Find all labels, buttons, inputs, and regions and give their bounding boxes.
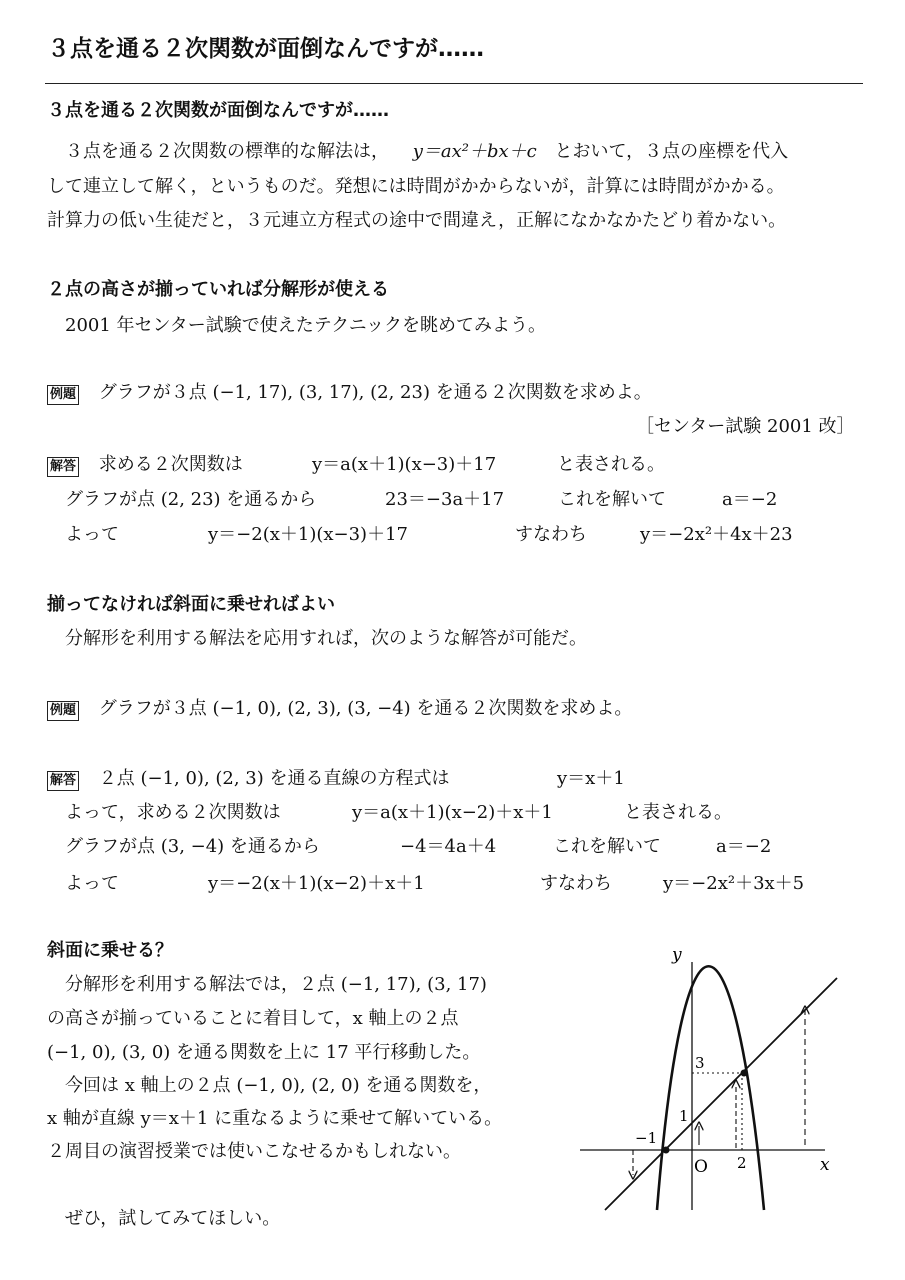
section4-line6: ２周目の演習授業では使いこなせるかもしれない。 [47, 1141, 461, 1162]
answer2-line4: よって [65, 873, 119, 894]
parabola-curve [657, 966, 764, 1210]
section3-heading: 揃ってなければ斜面に乗せればよい [47, 594, 335, 615]
example2 [47, 694, 632, 721]
example1-source: ［センター試験 2001 改］ [636, 416, 855, 437]
x-axis-label: x [820, 1155, 830, 1175]
tick-label-2: 2 [737, 1154, 747, 1172]
example1 [47, 378, 652, 405]
title-divider [45, 83, 863, 84]
section4-line3: (−1, 0), (3, 0) を通る関数を上に 17 平行移動した。 [47, 1042, 481, 1063]
tick-label-1: 1 [679, 1107, 689, 1125]
section2-heading: ２点の高さが揃っていれば分解形が使える [47, 279, 389, 300]
example1-text: グラフが３点 (−1, 17), (3, 17), (2, 23) を通る２次関数を求めよ。 [98, 382, 652, 403]
point-neg1-0 [663, 1147, 670, 1154]
example2-text: グラフが３点 (−1, 0), (2, 3), (3, −4) を通る２次関数を求めよ。 [98, 698, 633, 719]
tick-label-3: 3 [695, 1054, 705, 1072]
page-title: ３点を通る２次関数が面倒なんですが…… [47, 36, 484, 62]
answer1-tail1: と表される。 [557, 454, 665, 475]
section4-heading: 斜面に乗せる？ [47, 940, 173, 961]
answer2-line3: グラフが点 (3, −4) を通るから [65, 836, 320, 857]
answer1-line3: よって [65, 524, 119, 545]
section1-line2: して連立して解く，というものだ。発想には時間がかからないが，計算には時間がかかる。 [47, 176, 785, 197]
example1-tag: 例題 [47, 385, 79, 405]
answer2-a-value: a＝−2 [716, 836, 772, 857]
answer1-equation: 23＝−3a＋17 [385, 489, 505, 510]
section4-line2: の高さが揃っていることに着目して，x 軸上の２点 [47, 1008, 459, 1029]
section3-intro: 分解形を利用する解法を応用すれば，次のような解答が可能だ。 [65, 628, 587, 649]
answer2-line-eq: y＝x＋1 [557, 768, 625, 789]
section4-closing: ぜひ，試してみてほしい。 [65, 1208, 281, 1229]
section1-line3: 計算力の低い生徒だと，３元連立方程式の途中で間違え，正解になかなかたどり着かない。 [47, 210, 787, 231]
answer2-line1: 解答 ２点 (−1, 0), (2, 3) を通る直線の方程式は [47, 764, 450, 791]
section4-line5: x 軸が直線 y＝x＋1 に重なるように乗せて解いている。 [47, 1108, 503, 1129]
origin-label: O [694, 1157, 708, 1177]
parabola-graph [575, 940, 845, 1215]
y-axis-label: y [672, 945, 682, 965]
answer2-tail: と表される。 [624, 802, 732, 823]
section1-heading: ３点を通る２次関数が面倒なんですが…… [47, 100, 389, 121]
line-y-eq-x-plus-1 [605, 978, 837, 1210]
section1-line1: ３点を通る２次関数の標準的な解法は， y＝ax²＋bx＋c とおいて，３点の座標を代入 [65, 141, 789, 162]
answer1-namely: すなわち [515, 524, 587, 545]
answer2-formula: y＝a(x＋1)(x−2)＋x＋1 [352, 802, 553, 823]
section4-line4: 今回は x 軸上の２点 (−1, 0), (2, 0) を通る関数を， [65, 1075, 492, 1096]
answer1-line1: 解答 求める２次関数は [47, 450, 243, 477]
section1-formula: y＝ax²＋bx＋c [412, 141, 537, 162]
answer1-solve-label: これを解いて [558, 489, 666, 510]
point-2-3 [741, 1070, 748, 1077]
answer2-factored: y＝−2(x＋1)(x−2)＋x＋1 [208, 873, 425, 894]
answer2-solve-label: これを解いて [553, 836, 661, 857]
answer2-result: y＝−2x²＋3x＋5 [663, 873, 805, 894]
answer2-tag: 解答 [47, 771, 79, 791]
section2-intro: 2001 年センター試験で使えたテクニックを眺めてみよう。 [65, 315, 547, 336]
answer1-line2: グラフが点 (2, 23) を通るから [65, 489, 317, 510]
answer1-result: y＝−2x²＋4x＋23 [640, 524, 793, 545]
answer1-a-value: a＝−2 [722, 489, 778, 510]
section4-line1: 分解形を利用する解法では，２点 (−1, 17), (3, 17) [65, 974, 487, 995]
answer1-tag: 解答 [47, 457, 79, 477]
answer1-formula1: y＝a(x＋1)(x−3)＋17 [312, 454, 497, 475]
answer2-namely: すなわち [540, 873, 612, 894]
example2-tag: 例題 [47, 701, 79, 721]
tick-label-neg1: −1 [635, 1129, 658, 1147]
answer2-line2: よって，求める２次関数は [65, 802, 281, 823]
answer1-factored: y＝−2(x＋1)(x−3)＋17 [208, 524, 408, 545]
answer2-equation: −4＝4a＋4 [400, 836, 497, 857]
